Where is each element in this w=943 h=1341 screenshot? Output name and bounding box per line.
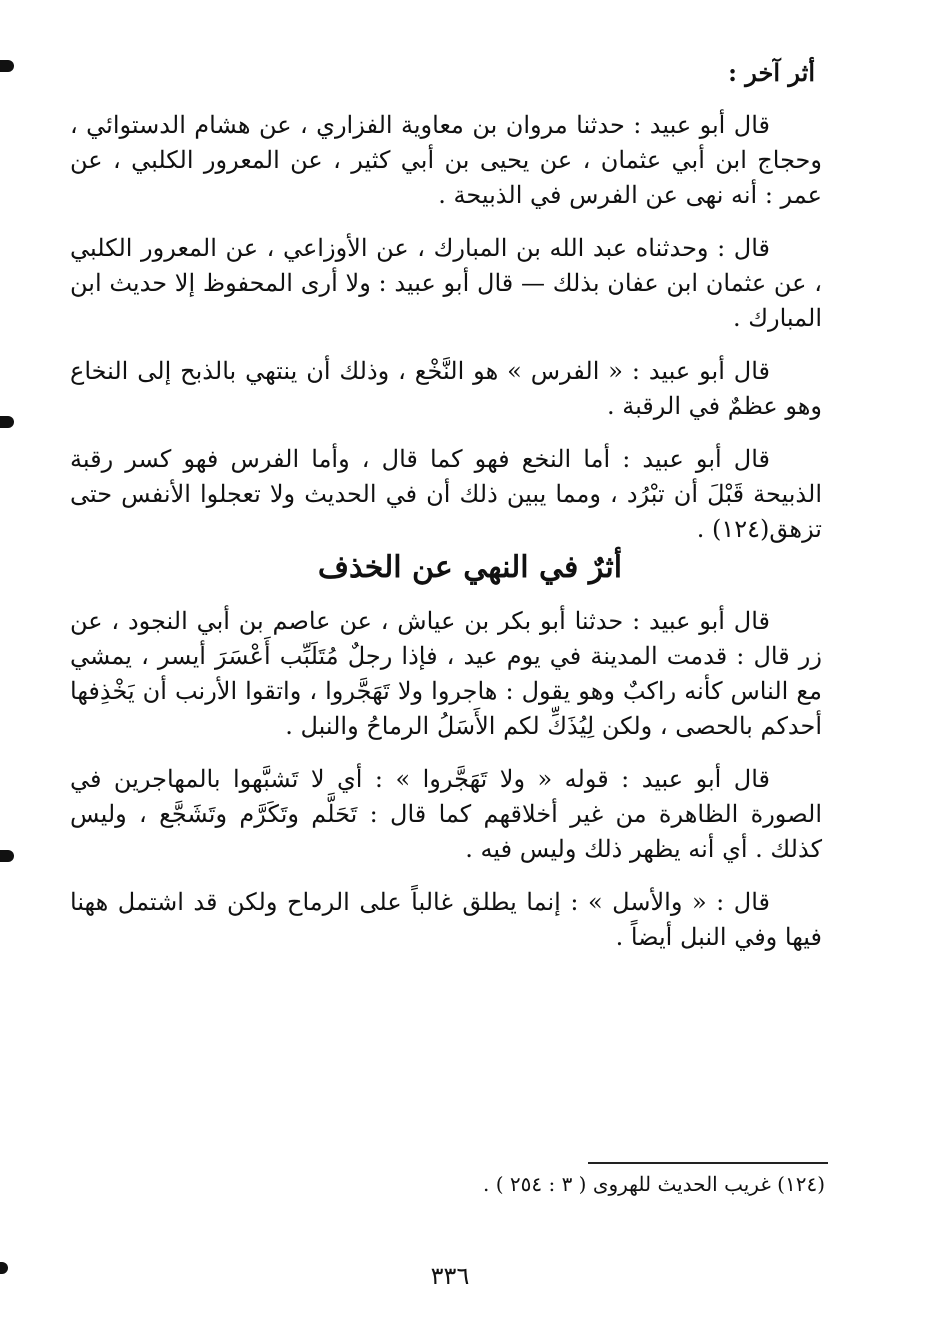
paragraph: قال : وحدثناه عبد الله بن المبارك ، عن الأوزاعي ، عن المعرور الكلبي ، عن عثمان ابن عفان بذلك — قال أبو عبيد : ولا أرى المحفوظ إلا حديث ابن المبارك .	[70, 234, 822, 332]
paragraph: قال أبو عبيد : حدثنا أبو بكر بن عياش ، عن عاصم بن أبي النجود ، عن زر قال : قدمت المدينة في يوم عيد ، فإذا رجلٌ مُتَلَبِّب أَعْسَرَ أيسر ، يمشي مع الناس كأنه راكبٌ وهو يقول : هاجروا ولا تَهَجَّروا ، واتقوا الأرنب أن يَخْذِفها أحدكم بالحصى ، ولكن لِيُذَكِّ لكم الأَسَلُ الرماحُ والنبل .	[70, 607, 822, 740]
binding-mark	[0, 416, 14, 428]
binding-mark	[0, 850, 14, 862]
footnote-rule	[588, 1162, 828, 1164]
paragraph: قال أبو عبيد : قوله « ولا تَهَجَّروا » : أي لا تَشبَّهوا بالمهاجرين في الصورة الظاهرة من غير أخلاقهم كما قال : تَحَلَّم وتَكَرَّم وتَشَجَّع ، وليس كذلك . أي أنه يظهر ذلك وليس فيه .	[70, 765, 822, 863]
section-1-body	[70, 108, 822, 565]
binding-mark	[0, 60, 14, 72]
section-2-body	[70, 604, 822, 973]
paragraph: قال أبو عبيد : « الفرس » هو النَّخْع ، وذلك أن ينتهي بالذبح إلى النخاع وهو عظمٌ في الرقبة .	[70, 357, 822, 420]
paragraph: قال أبو عبيد : أما النخع فهو كما قال ، وأما الفرس فهو كسر رقبة الذبيحة قَبْلَ أن تبْرُد ، ومما يبين ذلك أن في الحديث ولا تعجلوا الأنفس حتى تزهق(١٢٤) .	[70, 445, 823, 543]
section-heading-khadhf: أثرٌ في النهي عن الخذف	[317, 550, 623, 585]
footnote: (١٢٤) غريب الحديث للهروى ( ٣ : ٢٥٤ ) .	[483, 1172, 825, 1196]
page-number: ٣٣٦	[430, 1262, 470, 1290]
paragraph: قال : « والأسل » : إنما يطلق غالباً على الرماح ولكن قد اشتمل ههنا فيها وفي النبل أيضاً .	[70, 888, 822, 951]
section-heading-athar-akhar: أثر آخر :	[728, 58, 815, 87]
paragraph: قال أبو عبيد : حدثنا مروان بن معاوية الفزاري ، عن هشام الدستوائي ، وحجاج ابن أبي عثمان ، عن يحيى بن أبي كثير ، عن المعرور الكلبي ، عن عمر : أنه نهى عن الفرس في الذبيحة .	[70, 111, 822, 209]
